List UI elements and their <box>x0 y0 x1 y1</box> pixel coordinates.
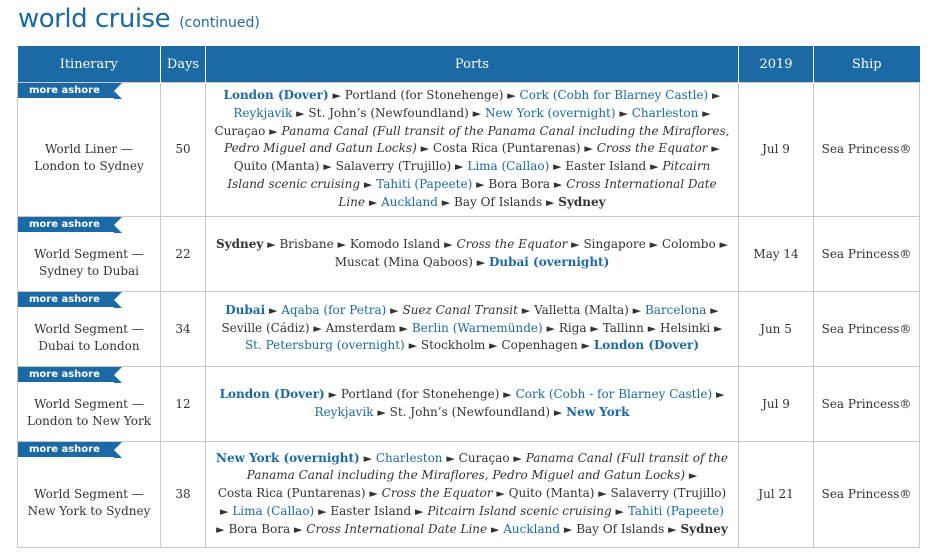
arrow-icon: ► <box>337 237 346 251</box>
ship-cell: Sea Princess® <box>814 366 920 441</box>
page-title <box>18 4 260 34</box>
port-name: Copenhagen <box>501 338 578 353</box>
arrow-icon: ► <box>220 504 229 518</box>
port-name: Quito (Manta) <box>233 159 320 174</box>
port-name: Singapore <box>583 236 646 251</box>
table-row <box>18 366 920 441</box>
port-name[interactable]: Charleston <box>631 105 699 120</box>
port-name[interactable]: London (Dover) <box>593 338 700 353</box>
arrow-icon: ► <box>420 142 430 156</box>
port-name: St. John’s (Newfoundland) <box>308 105 469 120</box>
arrow-icon: ► <box>584 142 593 156</box>
port-name: Portland (for Stonehenge) <box>344 88 504 102</box>
more-ashore-label: more ashore <box>18 83 114 98</box>
arrow-icon: ► <box>415 504 424 518</box>
arrow-icon: ► <box>553 160 562 174</box>
port-name: Cross the Equator <box>596 141 708 156</box>
port-name: Amsterdam <box>325 320 396 335</box>
arrow-icon: ► <box>553 177 563 191</box>
port-name: Seville (Cádiz) <box>221 320 310 335</box>
arrow-icon: ► <box>490 522 500 536</box>
port-name[interactable]: Dubai (overnight) <box>489 254 610 269</box>
port-name: Costa Rica (Puntarenas) <box>217 486 366 501</box>
arrow-icon: ► <box>632 303 642 317</box>
date-cell: Jul 21 <box>739 441 814 547</box>
title-subtitle: (continued) <box>179 15 260 31</box>
arrow-icon: ► <box>553 405 563 419</box>
port-name: Pitcairn Island scenic cruising <box>427 503 612 518</box>
arrow-icon: ► <box>296 106 305 120</box>
arrow-icon: ► <box>668 522 677 536</box>
itinerary-cell <box>18 83 161 217</box>
port-name: Suez Canal Transit <box>402 302 518 317</box>
header-days: Days <box>161 46 206 83</box>
port-name: Bay Of Islands <box>576 521 665 536</box>
more-ashore-badge[interactable] <box>18 292 114 307</box>
port-name: Tallinn <box>602 320 644 335</box>
header-ship: Ship <box>814 46 920 83</box>
header-ports: Ports <box>206 46 739 83</box>
table-row <box>18 291 920 366</box>
arrow-icon: ► <box>503 387 512 401</box>
arrow-icon: ► <box>712 89 721 102</box>
port-name[interactable]: New York (overnight) <box>484 105 616 120</box>
arrow-icon: ► <box>489 339 498 353</box>
more-ashore-label: more ashore <box>18 367 114 382</box>
itinerary-name: World Segment — Dubai to London <box>34 321 144 353</box>
itinerary-cell <box>18 441 161 547</box>
arrow-icon: ► <box>369 487 378 501</box>
port-name: St. John’s (Newfoundland) <box>389 404 551 419</box>
arrow-icon: ► <box>441 195 451 209</box>
arrow-icon: ► <box>546 321 556 335</box>
port-name: Easter Island <box>565 159 647 174</box>
port-name: Pitcairn Island scenic cruising <box>227 159 711 191</box>
arrow-icon: ► <box>377 405 386 419</box>
arrow-icon: ► <box>710 303 719 317</box>
port-name: Curaçao <box>458 450 510 465</box>
ports-cell <box>206 441 739 547</box>
arrow-icon: ► <box>323 160 332 174</box>
arrow-icon: ► <box>472 106 482 120</box>
itinerary-name: World Segment — New York to Sydney <box>27 487 151 519</box>
arrow-icon: ► <box>571 237 580 251</box>
arrow-icon: ► <box>476 255 486 269</box>
arrow-icon: ► <box>399 321 409 335</box>
port-name: Komodo Island <box>349 236 441 251</box>
port-name[interactable]: London (Dover) <box>223 88 329 102</box>
arrow-icon: ► <box>714 321 723 335</box>
port-name: Panama Canal (Full transit of the Panama Canal including the Miraflores, Pedro Miguel and Gatun Locks) <box>224 123 730 156</box>
arrow-icon: ► <box>649 237 659 251</box>
arrow-icon: ► <box>598 487 607 501</box>
arrow-icon: ► <box>328 387 338 401</box>
arrow-icon: ► <box>545 195 555 209</box>
title-main: world cruise <box>18 4 171 34</box>
days-cell: 22 <box>161 216 206 291</box>
arrow-icon: ► <box>269 124 278 138</box>
port-name[interactable]: Lima (Callao) <box>467 159 550 174</box>
cruise-table <box>17 46 920 548</box>
more-ashore-badge[interactable] <box>18 367 114 382</box>
arrow-icon: ► <box>581 339 591 353</box>
date-cell: Jun 5 <box>739 291 814 366</box>
port-name[interactable]: Auckland <box>503 521 561 536</box>
days-cell: 34 <box>161 291 206 366</box>
port-name[interactable]: Barcelona <box>644 302 707 317</box>
ship-cell: Sea Princess® <box>814 83 920 217</box>
header-year: 2019 <box>739 46 814 83</box>
port-name: Portland (for Stonehenge) <box>340 386 500 401</box>
ports-cell <box>206 291 739 366</box>
arrow-icon: ► <box>563 522 573 536</box>
arrow-icon: ► <box>216 522 225 536</box>
itinerary-name: World Liner — London to Sydney <box>34 142 144 174</box>
port-name[interactable]: Cork (Cobh for Blarney Castle) <box>519 88 709 102</box>
days-cell: 50 <box>161 83 206 217</box>
port-name: Cross the Equator <box>381 486 493 501</box>
port-name: Salaverry (Trujillo) <box>610 486 727 501</box>
port-name: Curaçao <box>214 123 266 138</box>
port-name[interactable]: Cork (Cobh - for Blarney Castle) <box>515 386 713 401</box>
port-name[interactable]: Reykjavik <box>314 404 374 419</box>
more-ashore-badge[interactable] <box>18 442 114 457</box>
port-name[interactable]: London (Dover) <box>219 386 325 401</box>
table-header-row <box>18 46 920 83</box>
port-name[interactable]: Lima (Callao) <box>232 503 315 518</box>
arrow-icon: ► <box>332 89 341 102</box>
arrow-icon: ► <box>711 142 720 156</box>
arrow-icon: ► <box>363 451 373 465</box>
arrow-icon: ► <box>715 387 725 401</box>
table-row <box>18 216 920 291</box>
arrow-icon: ► <box>513 451 522 465</box>
arrow-icon: ► <box>267 237 276 251</box>
date-cell: May 14 <box>739 216 814 291</box>
ports-cell <box>206 366 739 441</box>
more-ashore-label: more ashore <box>18 217 114 232</box>
more-ashore-label: more ashore <box>18 292 114 307</box>
arrow-icon: ► <box>496 487 505 501</box>
ship-cell: Sea Princess® <box>814 291 920 366</box>
arrow-icon: ► <box>688 469 698 483</box>
more-ashore-badge[interactable] <box>18 217 114 232</box>
port-name: Quito (Manta) <box>508 486 595 501</box>
more-ashore-label: more ashore <box>18 442 114 457</box>
port-name: Panama Canal (Full transit of the Panama Canal including the Miraflores, Pedro Miguel and Gatun Locks) <box>246 450 728 483</box>
arrow-icon: ► <box>590 321 599 335</box>
port-name: Cross International Date Line <box>338 176 717 209</box>
table-row <box>18 441 920 547</box>
ports-cell <box>206 216 739 291</box>
port-name: Cross the Equator <box>456 236 568 251</box>
port-name: Sydney <box>558 194 606 209</box>
arrow-icon: ► <box>615 504 624 518</box>
port-name: Easter Island <box>330 503 412 518</box>
port-name[interactable]: Tahiti (Papeete) <box>627 503 724 518</box>
port-name: Helsinki <box>660 320 711 335</box>
port-name: Cross International Date Line <box>306 521 488 536</box>
ports-cell <box>206 83 739 217</box>
days-cell: 12 <box>161 366 206 441</box>
port-name: Riga <box>558 320 587 335</box>
arrow-icon: ► <box>476 177 485 191</box>
port-name[interactable]: Tahiti (Papeete) <box>376 176 473 191</box>
arrow-icon: ► <box>619 106 628 120</box>
arrow-icon: ► <box>455 160 464 174</box>
port-name[interactable]: New York (overnight) <box>216 450 360 465</box>
arrow-icon: ► <box>647 321 657 335</box>
itinerary-cell <box>18 216 161 291</box>
port-name[interactable]: St. Petersburg (overnight) <box>244 338 405 353</box>
arrow-icon: ► <box>446 451 455 465</box>
port-name: Costa Rica (Puntarenas) <box>432 141 581 156</box>
itinerary-cell <box>18 291 161 366</box>
arrow-icon: ► <box>390 303 399 317</box>
ship-cell: Sea Princess® <box>814 441 920 547</box>
port-name: Muscat (Mina Qaboos) <box>334 254 473 269</box>
arrow-icon: ► <box>507 89 516 102</box>
arrow-icon: ► <box>318 504 327 518</box>
arrow-icon: ► <box>719 237 728 251</box>
date-cell: Jul 9 <box>739 83 814 217</box>
port-name[interactable]: New York <box>566 404 630 419</box>
arrow-icon: ► <box>408 339 418 353</box>
port-name[interactable]: Reykjavik <box>233 105 293 120</box>
port-name: Valletta (Malta) <box>534 302 629 317</box>
itinerary-name: World Segment — Sydney to Dubai <box>34 246 144 278</box>
arrow-icon: ► <box>268 303 278 317</box>
date-cell: Jul 9 <box>739 366 814 441</box>
port-name: Bora Bora <box>488 176 551 191</box>
arrow-icon: ► <box>702 106 711 120</box>
ship-cell: Sea Princess® <box>814 216 920 291</box>
arrow-icon: ► <box>368 195 378 209</box>
port-name: Stockholm <box>420 338 486 353</box>
header-itinerary: Itinerary <box>18 46 161 83</box>
port-name: Salaverry (Trujillo) <box>335 159 452 174</box>
arrow-icon: ► <box>363 177 373 191</box>
arrow-icon: ► <box>313 321 322 335</box>
port-name[interactable]: Berlin (Warnemünde) <box>411 320 543 335</box>
port-name[interactable]: Charleston <box>375 450 443 465</box>
table-row <box>18 83 920 217</box>
itinerary-name: World Segment — London to New York <box>26 396 152 428</box>
port-name: Brisbane <box>279 236 334 251</box>
arrow-icon: ► <box>444 237 453 251</box>
arrow-icon: ► <box>521 303 531 317</box>
arrow-icon: ► <box>293 522 303 536</box>
port-name: Colombo <box>661 236 716 251</box>
days-cell: 38 <box>161 441 206 547</box>
port-name: Sydney <box>215 236 264 251</box>
arrow-icon: ► <box>650 160 659 174</box>
port-name: Bay Of Islands <box>454 194 543 209</box>
port-name[interactable]: Dubai <box>225 302 266 317</box>
port-name: Bora Bora <box>228 521 291 536</box>
port-name[interactable]: Auckland <box>381 194 438 209</box>
port-name: Sydney <box>680 521 728 536</box>
more-ashore-badge[interactable] <box>18 83 114 98</box>
port-name[interactable]: Aqaba (for Petra) <box>281 302 387 317</box>
itinerary-cell <box>18 366 161 441</box>
